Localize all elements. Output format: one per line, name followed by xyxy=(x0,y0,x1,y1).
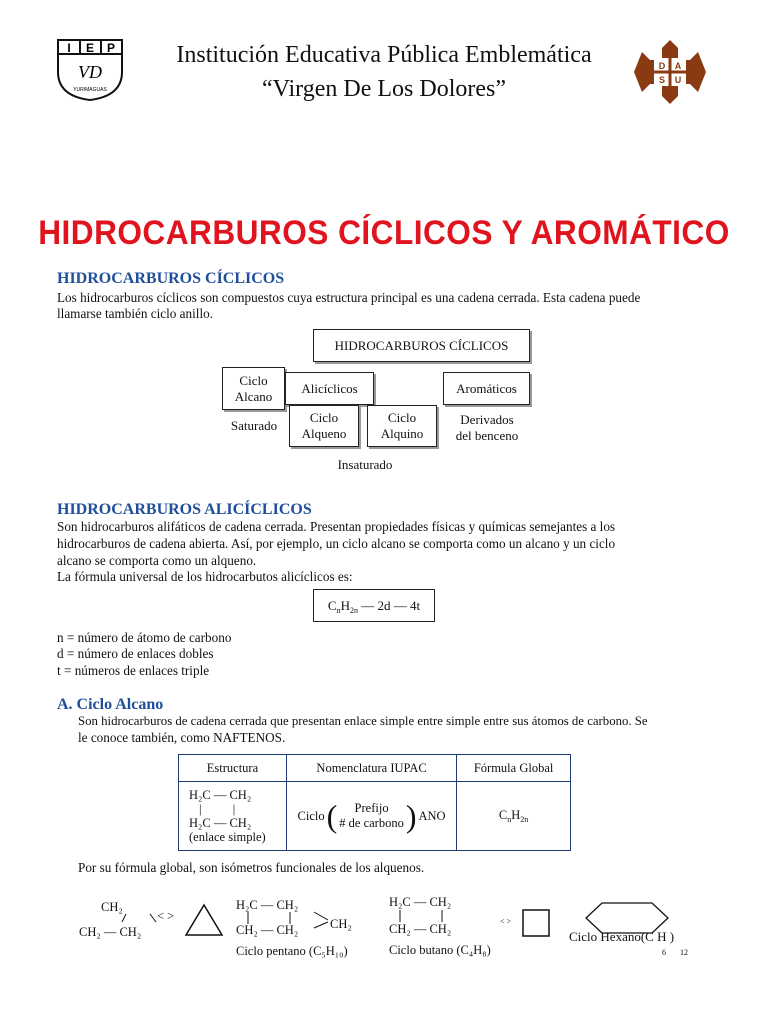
table-cell-iupac xyxy=(286,782,456,851)
diagram-ciclo-alquino-line1: Ciclo xyxy=(387,410,417,425)
structure-row1: H₂C — CH₂ xyxy=(189,788,252,802)
iupac-ciclo: Ciclo xyxy=(297,808,325,823)
global-formula-h: H xyxy=(511,808,521,822)
butane-caption: Ciclo butano (C₄H₈) xyxy=(389,943,491,957)
sectionA-line2: le conoce también, como NAFTENOS. xyxy=(78,730,286,745)
pentane-right: CH₂ xyxy=(330,917,352,931)
logo-monogram: VD xyxy=(78,62,102,82)
logo-letter-i: I xyxy=(67,41,71,55)
formula-h: H xyxy=(340,598,350,613)
iupac-prefijo: Prefijo xyxy=(354,801,389,815)
structure-note: (enlace simple) xyxy=(189,830,266,844)
triangle-icon xyxy=(184,903,224,937)
formula-c: C xyxy=(327,598,337,613)
hexane-sub-c: 6 xyxy=(662,948,666,957)
pentane-row1: H₂C — CH₂ xyxy=(236,898,299,912)
institution-name: Institución Educativa Pública Emblemática xyxy=(176,42,592,68)
table-row xyxy=(179,782,571,851)
diagram-ciclo-alqueno-line1: Ciclo xyxy=(309,410,339,425)
definition-t: t = números de enlaces triple xyxy=(57,663,210,678)
butane-row2: CH₂ — CH₂ xyxy=(389,922,452,936)
diagram-aliciclicos-box xyxy=(285,372,374,405)
ciclo-alcano-table xyxy=(178,754,571,851)
section-heading-ciclo-alcano: A. Ciclo Alcano xyxy=(57,696,164,713)
section2-line1: Son hidrocarburos alifáticos de cadena cerrada. Presentan propiedades físicas y químicas semejantes a los xyxy=(57,519,616,534)
diagram-derivados-line2: del benceno xyxy=(455,428,519,443)
cross-letter-a: A xyxy=(674,61,682,71)
table-header-estructura: Estructura xyxy=(179,755,287,782)
diagram-aromaticos-box xyxy=(443,372,530,405)
isomer-text: Por su fórmula global, son isómetros funcionales de los alquenos. xyxy=(78,860,425,875)
logo-letter-p: P xyxy=(106,41,116,55)
propane-bond-lines xyxy=(120,908,160,932)
arrow-propane: < > xyxy=(157,909,175,923)
diagram-ciclo-alcano-line2: Alcano xyxy=(234,389,273,404)
diagram-saturado-label: Saturado xyxy=(230,418,278,433)
universal-formula-box xyxy=(313,589,435,622)
right-paren: ) xyxy=(405,798,417,834)
structure-row2: H₂C — CH₂ xyxy=(189,816,252,830)
formula-c-sub: n xyxy=(336,606,341,615)
table-header-nomenclatura: Nomenclatura IUPAC xyxy=(286,755,456,782)
logo-caption: YURIMAGUAS xyxy=(73,87,107,93)
section2-line3: alcano se comporta como un alqueno. xyxy=(57,553,257,568)
section1-line1: Los hidrocarburos cíclicos son compuestos cuya estructura principal es una cadena cerrada. Esta cadena puede xyxy=(57,290,641,305)
diagram-ciclo-alcano-line1: Ciclo xyxy=(239,373,268,388)
iupac-ano: ANO xyxy=(418,808,446,823)
pentane-row2: CH₂ — CH₂ xyxy=(236,923,299,937)
square-icon xyxy=(521,908,551,938)
hexane-caption: Ciclo Hexano(C H ) xyxy=(569,929,675,944)
section-heading-aliciclicos: HIDROCARBUROS ALICÍCLICOS xyxy=(57,501,312,518)
cross-letter-u: U xyxy=(674,75,682,85)
table-cell-structure xyxy=(179,782,287,851)
sectionA-line1: Son hidrocarburos de cadena cerrada que presentan enlace simple entre simple entre sus átomos de carbono. Se xyxy=(78,714,648,728)
propane-top: CH₂ xyxy=(101,900,123,914)
section2-line2: hidrocarburos de cadena abierta. Así, por ejemplo, un ciclo alcano se comporta como un alcano y un ciclo xyxy=(57,536,616,551)
arrow-butane: < > xyxy=(500,917,512,926)
section2-line4: La fórmula universal de los hidrocarbutos alicíclicos es: xyxy=(57,569,353,584)
diagram-ciclo-alqueno-line2: Alqueno xyxy=(301,426,347,441)
diagram-ciclo-alquino-line2: Alquino xyxy=(380,426,424,441)
table-header-formula: Fórmula Global xyxy=(457,755,571,782)
diagram-aliciclicos-label: Alicíclicos xyxy=(301,381,358,396)
diagram-ciclo-alcano-box xyxy=(222,367,285,410)
definition-n: n = número de átomo de carbono xyxy=(57,630,232,645)
definition-d: d = número de enlaces dobles xyxy=(57,646,214,661)
cross-letter-d: D xyxy=(658,61,666,71)
global-formula-c: C xyxy=(498,808,508,822)
global-formula-h-sub: 2n xyxy=(520,815,529,824)
global-formula-c-sub: n xyxy=(507,815,512,824)
diagram-insaturado-label: Insaturado xyxy=(337,457,393,472)
diagram-ciclo-alqueno-box xyxy=(289,405,359,447)
pentane-caption: Ciclo pentano (C₅H₁₀) xyxy=(236,944,348,958)
butane-row1: H₂C — CH₂ xyxy=(389,895,452,909)
main-title: HIDROCARBUROS CÍCLICOS Y AROMÁTICO xyxy=(38,214,730,252)
diagram-derivados-line1: Derivados xyxy=(460,412,514,427)
cross-letter-s: S xyxy=(658,75,666,85)
diagram-derivados-label xyxy=(449,412,525,444)
formula-rest: — 2d — 4t xyxy=(357,598,421,613)
butane-bond-lines xyxy=(396,908,456,926)
school-name: “Virgen De Los Dolores” xyxy=(261,76,507,102)
table-cell-formula xyxy=(457,782,571,851)
diagram-aromaticos-label: Aromáticos xyxy=(456,381,517,396)
left-paren: ( xyxy=(326,798,338,834)
right-cross-logo xyxy=(632,38,708,106)
hexane-sub-h: 12 xyxy=(680,948,688,957)
pentane-bond-lines xyxy=(244,910,334,930)
section-heading-hidrocarburos-ciclicos: HIDROCARBUROS CÍCLICOS xyxy=(57,270,285,287)
diagram-ciclo-alquino-box xyxy=(367,405,437,447)
iupac-carbono: # de carbono xyxy=(339,816,404,830)
formula-h-sub: 2n xyxy=(349,606,358,615)
structure-bars: | | xyxy=(199,802,236,816)
logo-letter-e: E xyxy=(85,41,95,55)
diagram-root-box xyxy=(313,329,530,362)
diagram-root-label: HIDROCARBUROS CÍCLICOS xyxy=(334,338,509,353)
propane-bottom: CH₂ — CH₂ xyxy=(79,925,142,939)
table-header-row xyxy=(179,755,571,782)
section1-line2: llamarse también ciclo anillo. xyxy=(57,306,213,321)
